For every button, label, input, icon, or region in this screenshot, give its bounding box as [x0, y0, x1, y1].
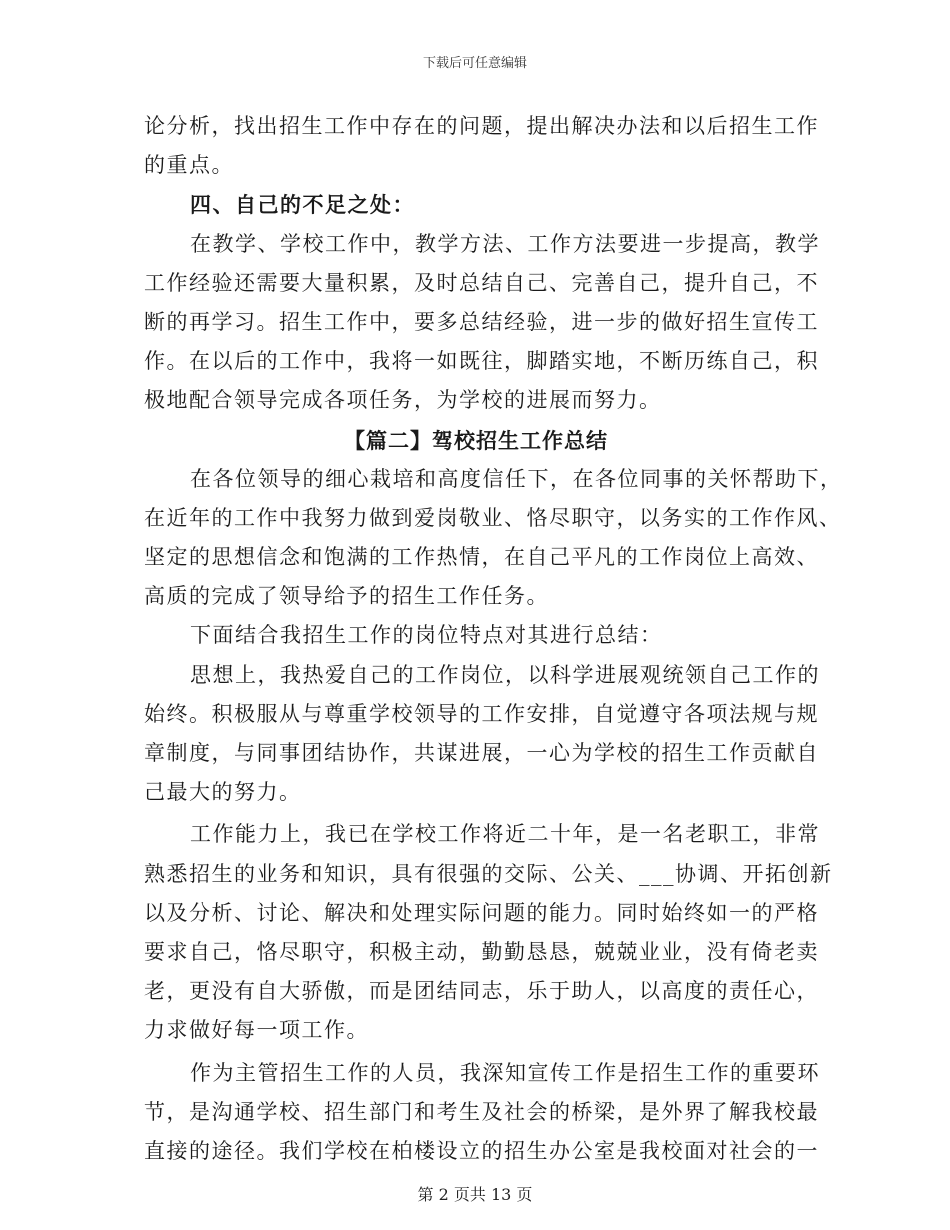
- text-line: 在教学、学校工作中，教学方法、工作方法要进一步提高，教学: [190, 231, 820, 256]
- text-line: 作为主管招生工作的人员，我深知宣传工作是招生工作的重要环: [190, 1060, 820, 1085]
- text-line: 力求做好每一项工作。: [144, 1018, 369, 1043]
- text-line: 节，是沟通学校、招生部门和考生及社会的桥梁，是外界了解我校最: [144, 1099, 819, 1124]
- text-line: 极地配合领导完成各项任务，为学校的进展而努力。: [144, 388, 662, 413]
- text-line: 要求自己，恪尽职守，积极主动，勤勤恳恳，兢兢业业，没有倚老卖: [144, 939, 819, 964]
- text-line: 高质的完成了领导给予的招生工作任务。: [144, 584, 549, 609]
- text-line: 断的再学习。招生工作中，要多总结经验，进一步的做好招生宣传工: [144, 309, 819, 334]
- page-header: 下载后可任意编辑: [422, 56, 527, 71]
- text-line: 章制度，与同事团结协作，共谋进展，一心为学校的招生工作贡献自: [144, 741, 819, 765]
- text-line: 的重点。: [144, 153, 234, 178]
- text-line: 在各位领导的细心栽培和高度信任下，在各位同事的关怀帮助下，: [190, 466, 843, 491]
- section-heading: 四、自己的不足之处：: [190, 192, 415, 218]
- text-line: 作。在以后的工作中，我将一如既往，脚踏实地，不断历练自己，积: [144, 349, 819, 374]
- page-footer: 第 2 页共 13 页: [417, 1185, 533, 1204]
- text-line: 己最大的努力。: [144, 780, 302, 805]
- text-line: 思想上，我热爱自己的工作岗位，以科学进展观统领自己工作的: [190, 662, 820, 687]
- text-line: 下面结合我招生工作的岗位特点对其进行总结：: [190, 623, 663, 648]
- text-line: 直接的途径。我们学校在柏楼设立的招生办公室是我校面对社会的一: [144, 1138, 819, 1163]
- text-line: 老，更没有自大骄傲，而是团结同志，乐于助人，以高度的责任心，: [144, 979, 819, 1004]
- section-title: 【篇二】驾校招生工作总结: [344, 427, 608, 453]
- text-line: 工作经验还需要大量积累，及时总结自己、完善自己，提升自己，不: [144, 270, 819, 295]
- text-line: 以及分析、讨论、解决和处理实际问题的能力。同时始终如一的严格: [144, 900, 819, 925]
- text-line: 在近年的工作中我努力做到爱岗敬业、恪尽职守，以务实的工作作风、: [144, 505, 842, 530]
- text-line: 熟悉招生的业务和知识，具有很强的交际、公关、___协调、开拓创新: [144, 861, 833, 886]
- text-line: 始终。积极服从与尊重学校领导的工作安排，自觉遵守各项法规与规: [144, 701, 819, 726]
- text-line: 工作能力上，我已在学校工作将近二十年，是一名老职工，非常: [190, 822, 820, 847]
- document-body: [144, 107, 843, 1171]
- text-line: 坚定的思想信念和饱满的工作热情，在自己平凡的工作岗位上高效、: [144, 545, 819, 570]
- text-line: 论分析，找出招生工作中存在的问题，提出解决办法和以后招生工作: [144, 114, 819, 138]
